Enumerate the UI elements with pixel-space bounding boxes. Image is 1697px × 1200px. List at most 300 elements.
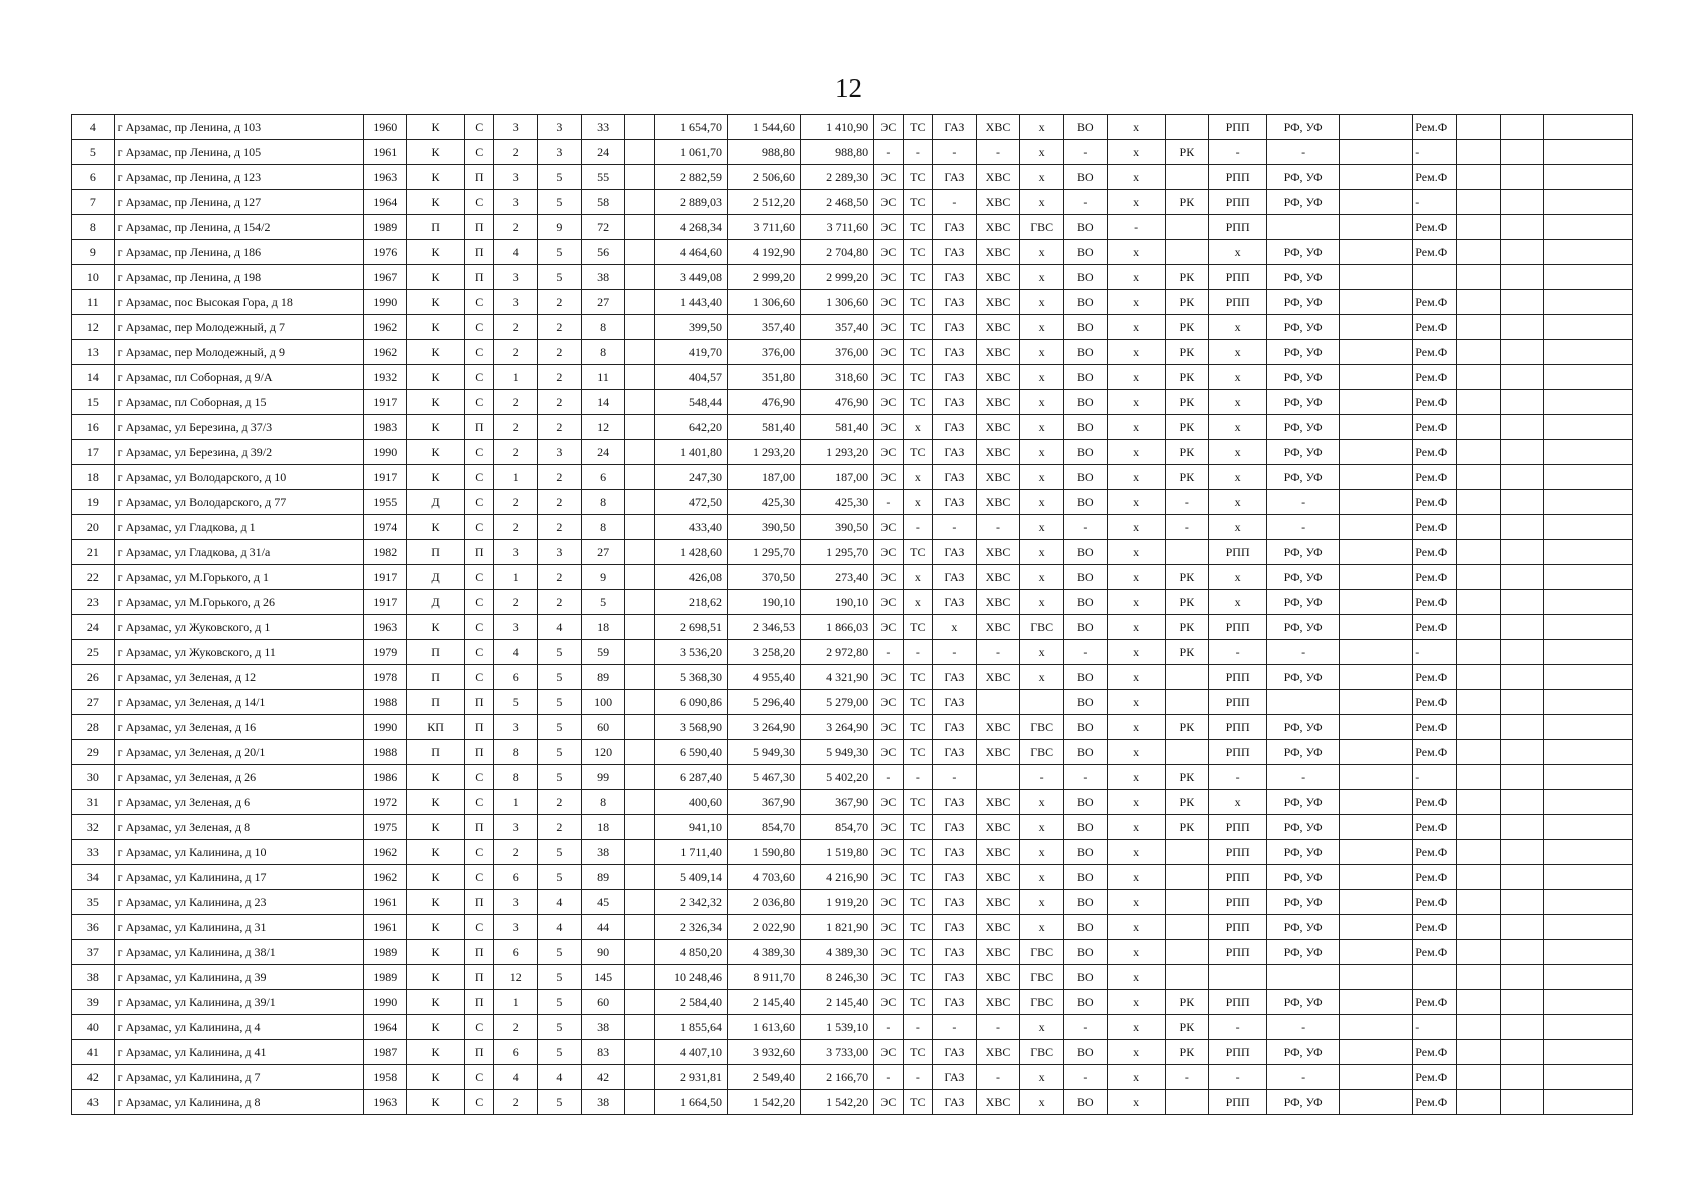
cell-address: г Арзамас, ул Зеленая, д 16 <box>114 715 364 740</box>
cell-col-x: х <box>1107 690 1165 715</box>
cell-blank-c <box>1500 415 1544 440</box>
cell-roof-repair: РК <box>1165 815 1209 840</box>
cell-roof-repair: РК <box>1165 1040 1209 1065</box>
cell-cold-water <box>976 765 1020 790</box>
cell-blank-d <box>1544 240 1633 265</box>
cell-electricity: ЭС <box>874 965 903 990</box>
cell-category: С <box>464 290 493 315</box>
cell-extra <box>625 140 654 165</box>
cell-sewerage: ВО <box>1064 915 1108 940</box>
cell-col-x: х <box>1107 1015 1165 1040</box>
cell-extra <box>625 640 654 665</box>
cell-repair-type: РПП <box>1209 890 1267 915</box>
cell-sewerage: - <box>1064 765 1108 790</box>
cell-col-x: х <box>1107 515 1165 540</box>
cell-living-area: 581,40 <box>727 415 800 440</box>
cell-category: П <box>464 890 493 915</box>
cell-sewerage: ВО <box>1064 340 1108 365</box>
cell-category: С <box>464 515 493 540</box>
cell-repair-type: РПП <box>1209 690 1267 715</box>
cell-category: С <box>464 190 493 215</box>
cell-cold-water: ХВС <box>976 365 1020 390</box>
cell-entrances: 8 <box>494 765 538 790</box>
cell-sewerage: ВО <box>1064 465 1108 490</box>
cell-electricity: ЭС <box>874 115 903 140</box>
table-row <box>72 665 1633 690</box>
cell-hot-water: х <box>1020 465 1064 490</box>
cell-year-built: 1917 <box>364 565 407 590</box>
cell-year-built: 1967 <box>364 265 407 290</box>
cell-fund-status: - <box>1413 190 1457 215</box>
cell-blank-c <box>1500 340 1544 365</box>
cell-fund-status: Рем.Ф <box>1413 1065 1457 1090</box>
cell-repair-fund: РФ, УФ <box>1267 390 1340 415</box>
cell-blank-c <box>1500 515 1544 540</box>
cell-wall-material: К <box>407 890 465 915</box>
cell-electricity: - <box>874 140 903 165</box>
cell-blank-d <box>1544 590 1633 615</box>
cell-col-x: - <box>1107 215 1165 240</box>
cell-year-built: 1990 <box>364 715 407 740</box>
cell-repair-fund: РФ, УФ <box>1267 365 1340 390</box>
cell-row-number: 16 <box>72 415 115 440</box>
cell-floors: 5 <box>538 990 582 1015</box>
cell-repair-fund: - <box>1267 1015 1340 1040</box>
cell-wall-material: К <box>407 265 465 290</box>
cell-blank-d <box>1544 815 1633 840</box>
cell-entrances: 2 <box>494 415 538 440</box>
cell-fund-status: Рем.Ф <box>1413 165 1457 190</box>
cell-year-built: 1989 <box>364 965 407 990</box>
cell-hot-water: х <box>1020 240 1064 265</box>
cell-blank-d <box>1544 940 1633 965</box>
cell-blank-d <box>1544 840 1633 865</box>
table-row <box>72 565 1633 590</box>
cell-residential-area: 390,50 <box>801 515 874 540</box>
cell-repair-fund: РФ, УФ <box>1267 565 1340 590</box>
cell-electricity: ЭС <box>874 690 903 715</box>
cell-year-built: 1986 <box>364 765 407 790</box>
cell-heating: ТС <box>903 915 932 940</box>
cell-year-built: 1990 <box>364 440 407 465</box>
cell-repair-type: РПП <box>1209 1040 1267 1065</box>
cell-living-area: 1 306,60 <box>727 290 800 315</box>
table-row <box>72 365 1633 390</box>
cell-floors: 5 <box>538 1040 582 1065</box>
cell-cold-water: ХВС <box>976 815 1020 840</box>
cell-living-area: 187,00 <box>727 465 800 490</box>
cell-roof-repair: РК <box>1165 315 1209 340</box>
cell-hot-water: х <box>1020 340 1064 365</box>
cell-category: С <box>464 865 493 890</box>
cell-blank-a <box>1340 590 1413 615</box>
cell-total-area: 1 855,64 <box>654 1015 727 1040</box>
table-row <box>72 165 1633 190</box>
cell-category: П <box>464 715 493 740</box>
cell-address: г Арзамас, пр Ленина, д 105 <box>114 140 364 165</box>
cell-wall-material: К <box>407 515 465 540</box>
cell-wall-material: К <box>407 115 465 140</box>
cell-hot-water: х <box>1020 290 1064 315</box>
cell-wall-material: К <box>407 190 465 215</box>
cell-wall-material: К <box>407 915 465 940</box>
cell-cold-water: ХВС <box>976 540 1020 565</box>
cell-category: С <box>464 790 493 815</box>
cell-residential-area: 988,80 <box>801 140 874 165</box>
cell-extra <box>625 115 654 140</box>
cell-residential-area: 1 821,90 <box>801 915 874 940</box>
cell-apartments: 8 <box>581 790 625 815</box>
cell-floors: 2 <box>538 365 582 390</box>
cell-blank-c <box>1500 590 1544 615</box>
cell-residential-area: 187,00 <box>801 465 874 490</box>
cell-blank-d <box>1544 165 1633 190</box>
cell-roof-repair: РК <box>1165 415 1209 440</box>
cell-fund-status <box>1413 265 1457 290</box>
cell-category: П <box>464 265 493 290</box>
cell-total-area: 426,08 <box>654 565 727 590</box>
cell-blank-b <box>1456 140 1500 165</box>
cell-address: г Арзамас, пл Соборная, д 15 <box>114 390 364 415</box>
cell-roof-repair <box>1165 965 1209 990</box>
cell-category: С <box>464 140 493 165</box>
cell-electricity: ЭС <box>874 390 903 415</box>
cell-row-number: 22 <box>72 565 115 590</box>
cell-living-area: 5 467,30 <box>727 765 800 790</box>
cell-hot-water: х <box>1020 440 1064 465</box>
cell-residential-area: 5 279,00 <box>801 690 874 715</box>
cell-repair-type: х <box>1209 390 1267 415</box>
cell-blank-a <box>1340 1065 1413 1090</box>
cell-blank-c <box>1500 915 1544 940</box>
cell-blank-c <box>1500 165 1544 190</box>
cell-residential-area: 1 306,60 <box>801 290 874 315</box>
cell-fund-status: Рем.Ф <box>1413 865 1457 890</box>
cell-apartments: 9 <box>581 565 625 590</box>
cell-electricity: ЭС <box>874 315 903 340</box>
cell-blank-a <box>1340 1015 1413 1040</box>
cell-col-x: х <box>1107 765 1165 790</box>
cell-total-area: 2 882,59 <box>654 165 727 190</box>
cell-apartments: 72 <box>581 215 625 240</box>
cell-blank-b <box>1456 640 1500 665</box>
cell-fund-status: Рем.Ф <box>1413 340 1457 365</box>
cell-col-x: х <box>1107 965 1165 990</box>
cell-wall-material: Д <box>407 490 465 515</box>
cell-wall-material: П <box>407 215 465 240</box>
cell-repair-fund: РФ, УФ <box>1267 240 1340 265</box>
cell-blank-b <box>1456 390 1500 415</box>
table-row <box>72 690 1633 715</box>
cell-cold-water: ХВС <box>976 315 1020 340</box>
cell-floors: 4 <box>538 615 582 640</box>
table-row <box>72 940 1633 965</box>
cell-blank-d <box>1544 765 1633 790</box>
cell-cold-water: ХВС <box>976 215 1020 240</box>
cell-year-built: 1917 <box>364 590 407 615</box>
cell-fund-status: Рем.Ф <box>1413 990 1457 1015</box>
cell-apartments: 18 <box>581 615 625 640</box>
cell-blank-d <box>1544 465 1633 490</box>
cell-fund-status: - <box>1413 640 1457 665</box>
cell-total-area: 2 698,51 <box>654 615 727 640</box>
cell-roof-repair <box>1165 665 1209 690</box>
cell-floors: 5 <box>538 240 582 265</box>
cell-row-number: 9 <box>72 240 115 265</box>
cell-entrances: 3 <box>494 165 538 190</box>
table-row <box>72 290 1633 315</box>
cell-repair-fund: РФ, УФ <box>1267 190 1340 215</box>
cell-electricity: ЭС <box>874 1040 903 1065</box>
cell-floors: 2 <box>538 315 582 340</box>
cell-wall-material: К <box>407 840 465 865</box>
cell-floors: 2 <box>538 415 582 440</box>
cell-heating: х <box>903 465 932 490</box>
cell-sewerage: ВО <box>1064 115 1108 140</box>
cell-blank-b <box>1456 215 1500 240</box>
cell-blank-d <box>1544 365 1633 390</box>
cell-col-x: х <box>1107 265 1165 290</box>
cell-address: г Арзамас, ул Березина, д 37/3 <box>114 415 364 440</box>
cell-blank-a <box>1340 765 1413 790</box>
cell-year-built: 1987 <box>364 1040 407 1065</box>
cell-roof-repair: РК <box>1165 990 1209 1015</box>
cell-entrances: 2 <box>494 515 538 540</box>
cell-wall-material: К <box>407 815 465 840</box>
cell-blank-a <box>1340 665 1413 690</box>
cell-gas: - <box>933 1015 977 1040</box>
cell-repair-type: РПП <box>1209 615 1267 640</box>
cell-apartments: 6 <box>581 465 625 490</box>
cell-blank-d <box>1544 540 1633 565</box>
cell-electricity: ЭС <box>874 265 903 290</box>
cell-category: П <box>464 215 493 240</box>
cell-residential-area: 4 389,30 <box>801 940 874 965</box>
cell-floors: 5 <box>538 940 582 965</box>
cell-living-area: 1 544,60 <box>727 115 800 140</box>
cell-col-x: х <box>1107 365 1165 390</box>
cell-residential-area: 1 919,20 <box>801 890 874 915</box>
cell-year-built: 1974 <box>364 515 407 540</box>
cell-repair-fund: РФ, УФ <box>1267 340 1340 365</box>
cell-category: П <box>464 165 493 190</box>
cell-total-area: 10 248,46 <box>654 965 727 990</box>
cell-repair-type: - <box>1209 140 1267 165</box>
cell-extra <box>625 915 654 940</box>
cell-blank-b <box>1456 240 1500 265</box>
cell-wall-material: Д <box>407 590 465 615</box>
cell-blank-a <box>1340 390 1413 415</box>
table-row <box>72 1015 1633 1040</box>
cell-residential-area: 2 289,30 <box>801 165 874 190</box>
cell-hot-water: х <box>1020 890 1064 915</box>
cell-entrances: 1 <box>494 365 538 390</box>
cell-blank-b <box>1456 340 1500 365</box>
cell-category: П <box>464 815 493 840</box>
cell-blank-a <box>1340 715 1413 740</box>
cell-residential-area: 476,90 <box>801 390 874 415</box>
cell-blank-a <box>1340 615 1413 640</box>
cell-roof-repair: РК <box>1165 590 1209 615</box>
cell-hot-water: х <box>1020 365 1064 390</box>
cell-col-x: х <box>1107 165 1165 190</box>
cell-row-number: 24 <box>72 615 115 640</box>
cell-electricity: ЭС <box>874 590 903 615</box>
cell-heating: ТС <box>903 215 932 240</box>
cell-residential-area: 3 264,90 <box>801 715 874 740</box>
cell-blank-b <box>1456 440 1500 465</box>
cell-cold-water: ХВС <box>976 965 1020 990</box>
cell-year-built: 1982 <box>364 540 407 565</box>
cell-blank-d <box>1544 190 1633 215</box>
cell-electricity: ЭС <box>874 365 903 390</box>
cell-blank-c <box>1500 690 1544 715</box>
cell-gas: ГАЗ <box>933 215 977 240</box>
cell-total-area: 419,70 <box>654 340 727 365</box>
cell-address: г Арзамас, ул М.Горького, д 26 <box>114 590 364 615</box>
cell-entrances: 2 <box>494 440 538 465</box>
cell-col-x: х <box>1107 490 1165 515</box>
cell-blank-b <box>1456 990 1500 1015</box>
cell-category: П <box>464 1040 493 1065</box>
cell-heating: - <box>903 1065 932 1090</box>
cell-col-x: х <box>1107 640 1165 665</box>
cell-blank-c <box>1500 940 1544 965</box>
cell-blank-c <box>1500 790 1544 815</box>
cell-gas: ГАЗ <box>933 790 977 815</box>
cell-gas: ГАЗ <box>933 840 977 865</box>
cell-living-area: 5 949,30 <box>727 740 800 765</box>
cell-cold-water: - <box>976 1015 1020 1040</box>
cell-address: г Арзамас, ул Зеленая, д 14/1 <box>114 690 364 715</box>
cell-apartments: 99 <box>581 765 625 790</box>
cell-blank-b <box>1456 465 1500 490</box>
cell-floors: 2 <box>538 490 582 515</box>
cell-gas: ГАЗ <box>933 965 977 990</box>
cell-sewerage: ВО <box>1064 565 1108 590</box>
cell-entrances: 6 <box>494 940 538 965</box>
cell-blank-d <box>1544 340 1633 365</box>
cell-blank-b <box>1456 540 1500 565</box>
cell-entrances: 2 <box>494 1090 538 1115</box>
cell-residential-area: 2 145,40 <box>801 990 874 1015</box>
cell-floors: 2 <box>538 340 582 365</box>
cell-col-x: х <box>1107 290 1165 315</box>
cell-apartments: 8 <box>581 490 625 515</box>
cell-residential-area: 376,00 <box>801 340 874 365</box>
cell-category: С <box>464 915 493 940</box>
cell-fund-status: Рем.Ф <box>1413 690 1457 715</box>
cell-entrances: 1 <box>494 465 538 490</box>
cell-gas: ГАЗ <box>933 390 977 415</box>
cell-residential-area: 1 410,90 <box>801 115 874 140</box>
cell-blank-c <box>1500 290 1544 315</box>
cell-residential-area: 2 972,80 <box>801 640 874 665</box>
cell-repair-type: РПП <box>1209 715 1267 740</box>
cell-row-number: 41 <box>72 1040 115 1065</box>
cell-total-area: 1 664,50 <box>654 1090 727 1115</box>
cell-floors: 2 <box>538 590 582 615</box>
cell-year-built: 1976 <box>364 240 407 265</box>
cell-entrances: 1 <box>494 990 538 1015</box>
cell-extra <box>625 415 654 440</box>
cell-extra <box>625 265 654 290</box>
cell-hot-water: х <box>1020 515 1064 540</box>
cell-address: г Арзамас, пер Молодежный, д 7 <box>114 315 364 340</box>
cell-row-number: 15 <box>72 390 115 415</box>
cell-floors: 3 <box>538 540 582 565</box>
cell-blank-c <box>1500 540 1544 565</box>
cell-roof-repair <box>1165 215 1209 240</box>
cell-residential-area: 357,40 <box>801 315 874 340</box>
cell-repair-type: РПП <box>1209 665 1267 690</box>
cell-floors: 5 <box>538 265 582 290</box>
cell-hot-water: х <box>1020 915 1064 940</box>
cell-heating: - <box>903 1015 932 1040</box>
cell-heating: ТС <box>903 240 932 265</box>
cell-blank-c <box>1500 990 1544 1015</box>
cell-address: г Арзамас, ул Зеленая, д 26 <box>114 765 364 790</box>
cell-address: г Арзамас, ул Зеленая, д 8 <box>114 815 364 840</box>
cell-blank-d <box>1544 890 1633 915</box>
cell-residential-area: 1 539,10 <box>801 1015 874 1040</box>
cell-total-area: 642,20 <box>654 415 727 440</box>
cell-sewerage: ВО <box>1064 290 1108 315</box>
table-row <box>72 1065 1633 1090</box>
cell-residential-area: 854,70 <box>801 815 874 840</box>
cell-gas: ГАЗ <box>933 115 977 140</box>
cell-wall-material: П <box>407 640 465 665</box>
cell-col-x: х <box>1107 390 1165 415</box>
cell-col-x: х <box>1107 790 1165 815</box>
cell-category: С <box>464 1090 493 1115</box>
cell-blank-a <box>1340 215 1413 240</box>
cell-repair-type: х <box>1209 515 1267 540</box>
cell-address: г Арзамас, пр Ленина, д 123 <box>114 165 364 190</box>
cell-heating: ТС <box>903 690 932 715</box>
cell-blank-c <box>1500 1040 1544 1065</box>
cell-gas: х <box>933 615 977 640</box>
cell-blank-c <box>1500 465 1544 490</box>
table-row <box>72 990 1633 1015</box>
cell-blank-d <box>1544 315 1633 340</box>
cell-total-area: 472,50 <box>654 490 727 515</box>
cell-blank-d <box>1544 490 1633 515</box>
cell-heating: ТС <box>903 290 932 315</box>
cell-blank-a <box>1340 1090 1413 1115</box>
cell-year-built: 1962 <box>364 865 407 890</box>
cell-hot-water: х <box>1020 815 1064 840</box>
cell-wall-material: КП <box>407 715 465 740</box>
cell-living-area: 376,00 <box>727 340 800 365</box>
cell-repair-fund: РФ, УФ <box>1267 615 1340 640</box>
cell-electricity: ЭС <box>874 890 903 915</box>
cell-gas: ГАЗ <box>933 290 977 315</box>
cell-row-number: 39 <box>72 990 115 1015</box>
cell-repair-type: РПП <box>1209 915 1267 940</box>
cell-blank-b <box>1456 815 1500 840</box>
cell-living-area: 1 293,20 <box>727 440 800 465</box>
cell-gas: ГАЗ <box>933 990 977 1015</box>
cell-wall-material: П <box>407 690 465 715</box>
cell-roof-repair: РК <box>1165 265 1209 290</box>
cell-residential-area: 273,40 <box>801 565 874 590</box>
cell-wall-material: К <box>407 390 465 415</box>
cell-floors: 5 <box>538 190 582 215</box>
cell-heating: ТС <box>903 815 932 840</box>
cell-blank-c <box>1500 115 1544 140</box>
cell-address: г Арзамас, пр Ленина, д 198 <box>114 265 364 290</box>
